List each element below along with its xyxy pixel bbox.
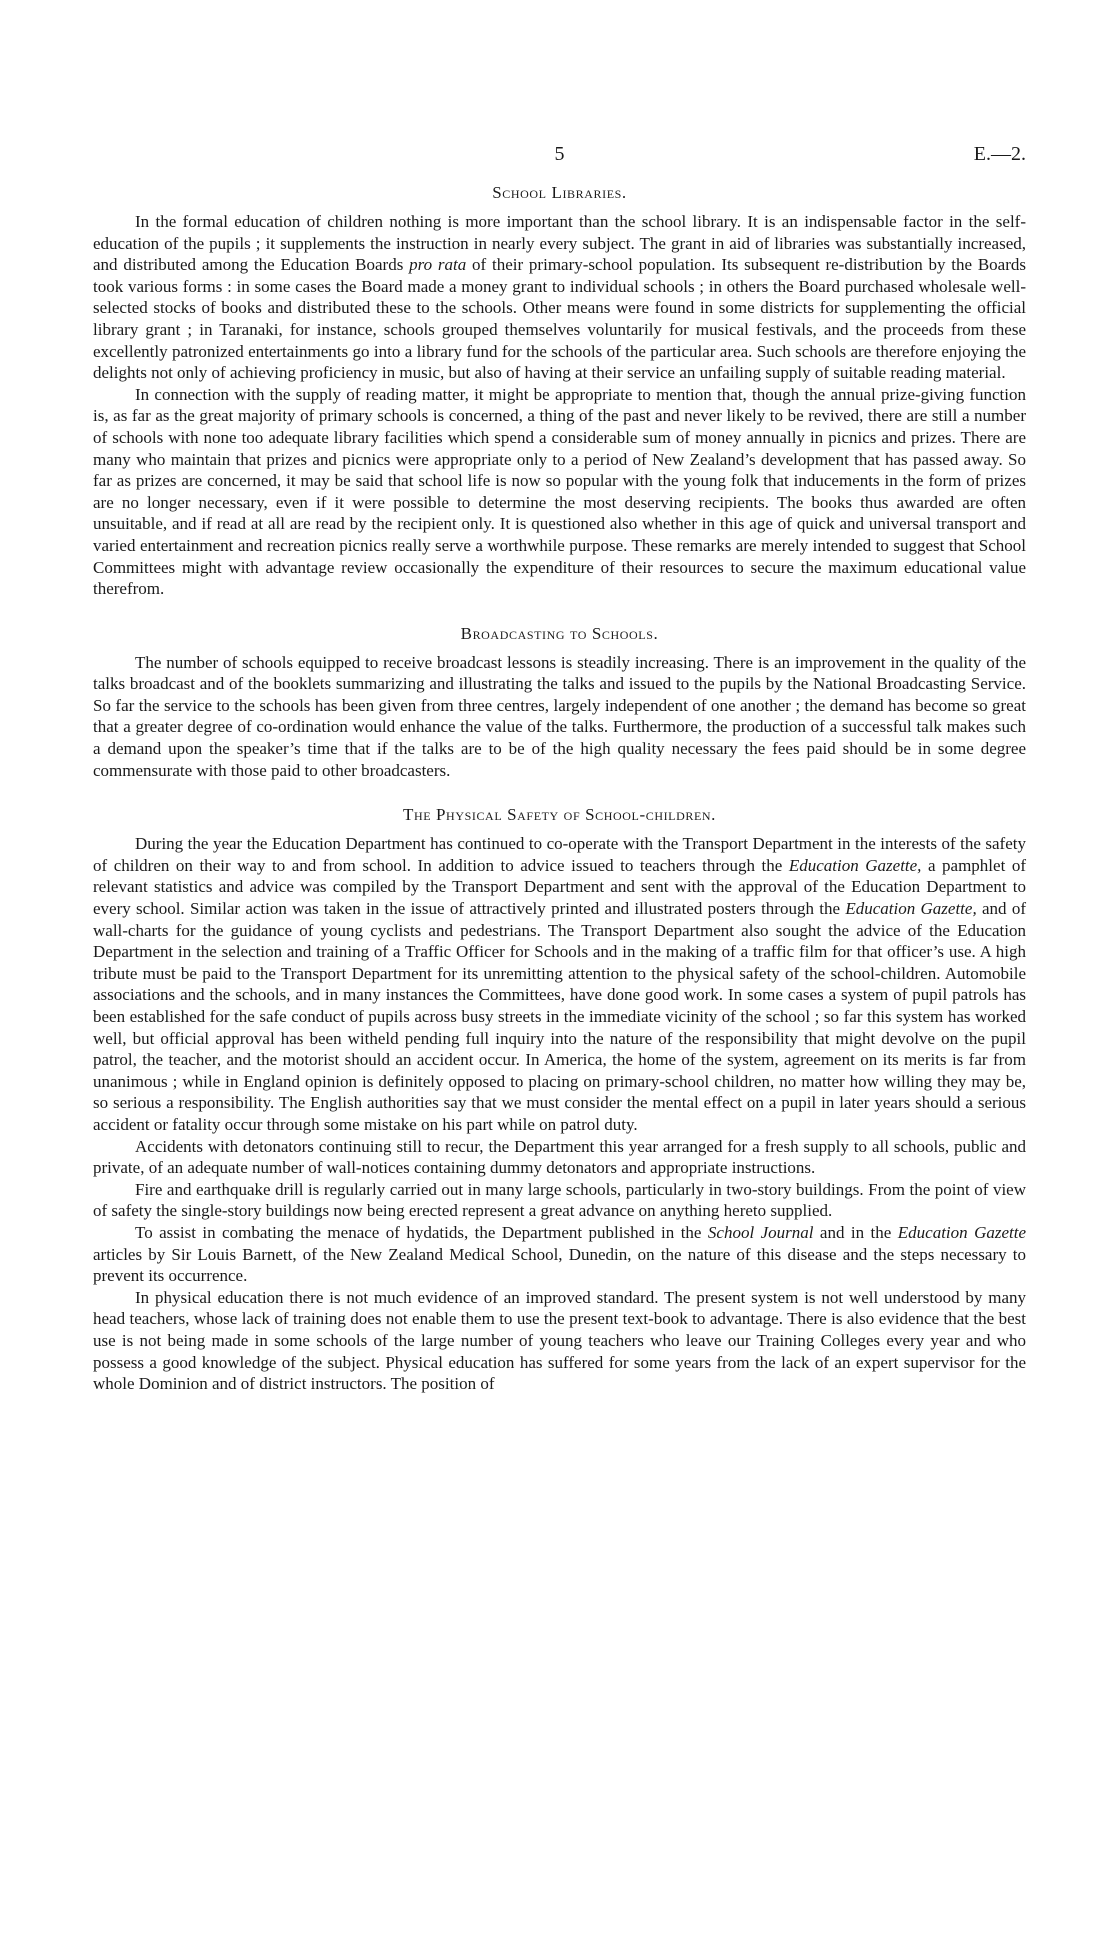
page-number: 5 [554, 143, 565, 165]
page-reference: E.—2. [973, 143, 1026, 165]
section-heading: School Libraries. [492, 183, 627, 202]
document-page [93, 143, 1026, 1419]
italic-run: Education Gazette, [788, 855, 922, 875]
paragraph [93, 833, 1026, 1135]
document-body [93, 183, 1026, 1395]
section [93, 183, 1026, 600]
page-header [93, 143, 1026, 173]
paragraph [93, 652, 1026, 782]
italic-run: pro rata [409, 255, 467, 275]
text-run: Fire and earthquake drill is regularly carried out in many large schools, particularly in two-story buildings. From the point of view of safety the single-story buildings now being erected represent a great advance on anything hereto supplied. [93, 1179, 1026, 1221]
text-run: The number of schools equipped to receive broadcast lessons is steadily increasing. There is an improvement in the quality of the talks broadcast and of the booklets summarizing and illustrating the talks and issued to the pupils by the National Broadcasting Service. So far the service to the schools has been given from three centres, largely independent of one another ; the demand has become so great that a greater degree of co-ordination would enhance the value of the talks. Furthermore, the production of a successful talk makes such a demand upon the speaker’s time that if the talks are to be of the high quality necessary the fees paid should be in some degree commensurate with those paid to other broadcasters. [93, 652, 1026, 780]
text-run: During the year the Education Department has continued to co-operate with the Transport Department in the interests of the safety of children on their way to and from school. In addition to advice issued to teachers through the [93, 834, 1026, 875]
text-run: articles by Sir Louis Barnett, of the New Zealand Medical School, Dunedin, on the nature of this disease and the steps necessary to prevent its occurrence. [93, 1244, 1026, 1286]
section-heading: Broadcasting to Schools. [460, 623, 659, 643]
section [93, 624, 1026, 782]
section-heading: The Physical Safety of School-children. [402, 805, 717, 825]
text-run: of their primary-school population. Its subsequent re-distribution by the Boards took various forms : in some cases the Board made a money grant to individual schools ; in others the Board purchased wholesale well-selected stocks of books and distributed these to the schools. Other means were found in some districts for supplementing the official library grant ; in Taranaki, for instance, schools grouped themselves voluntarily for musical festivals, and the proceeds from these excellently patronized entertainments go into a library fund for the schools of the particular area. Such schools are therefore enjoying the delights not only of achieving proficiency in music, but also of having at their service an unfailing supply of suitable reading material. [93, 255, 1027, 383]
section [93, 805, 1026, 1394]
text-run: In the formal education of children nothing is more important than the school library. It is an indispensable factor in the self-education of the pupils ; it supplements the instruction in nearly every subject. The grant in aid of libraries was substantially increased, and distributed among the Education Boards [93, 212, 1026, 275]
text-run: In physical education there is not much evidence of an improved standard. The present system is not well understood by many head teachers, whose lack of training does not enable them to use the present text-book to advantage. There is also evidence that the best use is not being made in some schools of the large number of young teachers who leave our Training Colleges every year and who possess a good knowledge of the subject. Physical education has suffered for some years from the lack of an expert supervisor for the whole Dominion and of district instructors. The position of [93, 1287, 1026, 1394]
paragraph [93, 1222, 1026, 1287]
text-run: Accidents with detonators continuing still to recur, the Department this year arranged for a fresh supply to all schools, public and private, of an adequate number of wall-notices containing dummy detonators and appropriate instructions. [93, 1136, 1026, 1178]
italic-run: Education Gazette, [845, 899, 977, 919]
text-run: and in the [813, 1222, 898, 1242]
italic-run: Education Gazette [897, 1222, 1027, 1242]
paragraph [93, 211, 1026, 384]
text-run: a pamphlet of relevant statistics and advice was compiled by the Transport Department and sent with the approval of the Education Department to every school. Similar action was taken in the issue of attractively printed and illustrated posters through the [93, 855, 1026, 919]
paragraph [93, 1179, 1026, 1222]
paragraph [93, 1136, 1026, 1179]
text-run: and of wall-charts for the guidance of young cyclists and pedestrians. The Transport Department also sought the advice of the Education Department in the selection and training of a Traffic Officer for Schools and in the making of a traffic film for that officer’s use. A high tribute must be paid to the Transport Department for its unremitting attention to the physical safety of the school-children. Automobile associations and the schools, and in many instances the Committees, have done good work. In some cases a system of pupil patrols has been established for the safe conduct of pupils across busy streets in the immediate vicinity of the school ; so far this system has worked well, but official approval has been witheld pending full inquiry into the nature of the responsibility that might devolve on the pupil patrol, the teacher, and the motorist should an accident occur. In America, the home of the system, agreement on its merits is far from unanimous ; while in England opinion is definitely opposed to placing on primary-school children, no matter how willing they may be, so serious a responsibility. The English authorities say that we must consider the mental effect on a pupil in later years should a serious accident or fatality occur through some mistake on his part while on patrol duty. [93, 899, 1026, 1134]
paragraph [93, 1287, 1026, 1395]
text-run: To assist in combating the menace of hydatids, the Department published in the [135, 1222, 708, 1242]
text-run: In connection with the supply of reading matter, it might be appropriate to mention that, though the annual prize-giving function is, as far as the great majority of primary schools is concerned, a thing of the past and never likely to be revived, there are still a number of schools with none too adequate library facilities which spend a considerable sum of money annually in picnics and prizes. There are many who maintain that prizes and picnics were appropriate only to a period of New Zealand’s development that has passed away. So far as prizes are concerned, it may be said that school life is now so popular with the young folk that inducements in the form of prizes are no longer necessary, even if it were possible to determine the most deserving recipients. The books thus awarded are often unsuitable, and if read at all are read by the recipient only. It is questioned also whether in this age of quick and universal transport and varied entertainment and recreation picnics really serve a worthwhile purpose. These remarks are merely intended to suggest that School Committees might with advantage review occasionally the expenditure of their resources to secure the maximum educational value therefrom. [93, 384, 1026, 599]
paragraph [93, 384, 1026, 600]
italic-run: School Journal [707, 1222, 814, 1242]
